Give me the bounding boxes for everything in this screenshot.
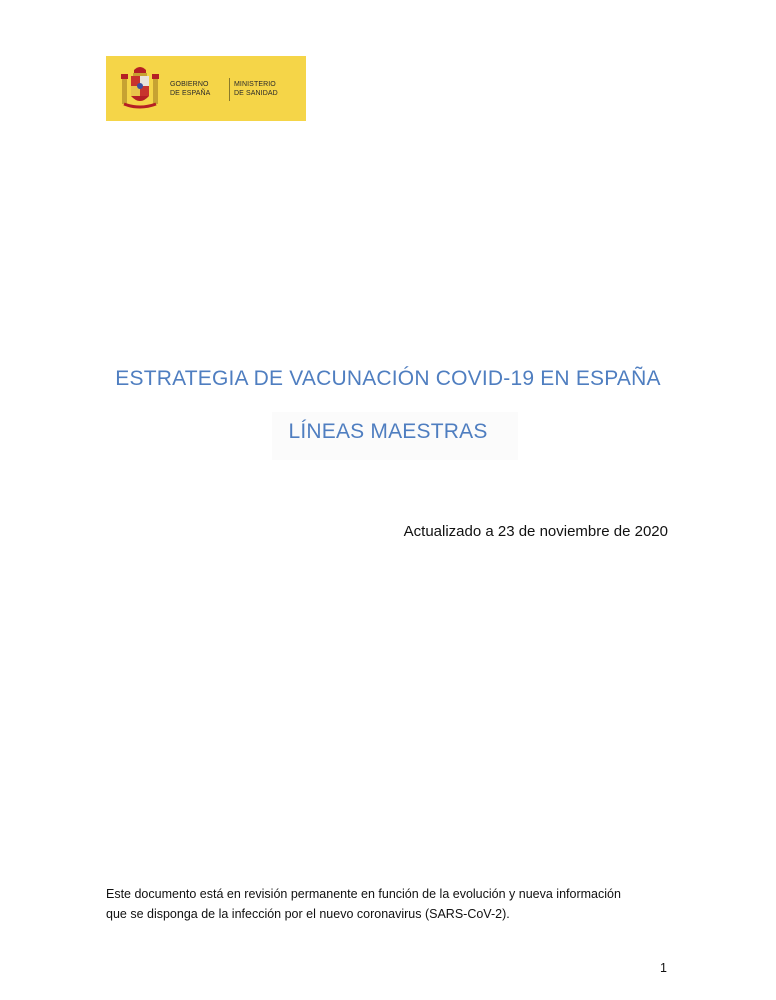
page-number: 1 (660, 961, 667, 975)
government-logo (106, 56, 306, 121)
disclaimer-text (106, 884, 676, 924)
logo-divider (229, 78, 230, 101)
document-title: ESTRATEGIA DE VACUNACIÓN COVID-19 EN ESPAÑA (115, 367, 661, 390)
spain-coat-of-arms-icon (120, 64, 160, 112)
document-subtitle: LÍNEAS MAESTRAS (288, 420, 488, 443)
ministry-label: MINISTERIO DE SANIDAD (234, 81, 278, 97)
government-label: GOBIERNO DE ESPAÑA (170, 81, 211, 97)
disclaimer-line-1: Este documento está en revisión permanente en función de la evolución y nueva información (106, 887, 621, 901)
disclaimer-line-2: que se disponga de la infección por el nuevo coronavirus (SARS-CoV-2). (106, 907, 510, 921)
updated-date: Actualizado a 23 de noviembre de 2020 (403, 523, 668, 540)
